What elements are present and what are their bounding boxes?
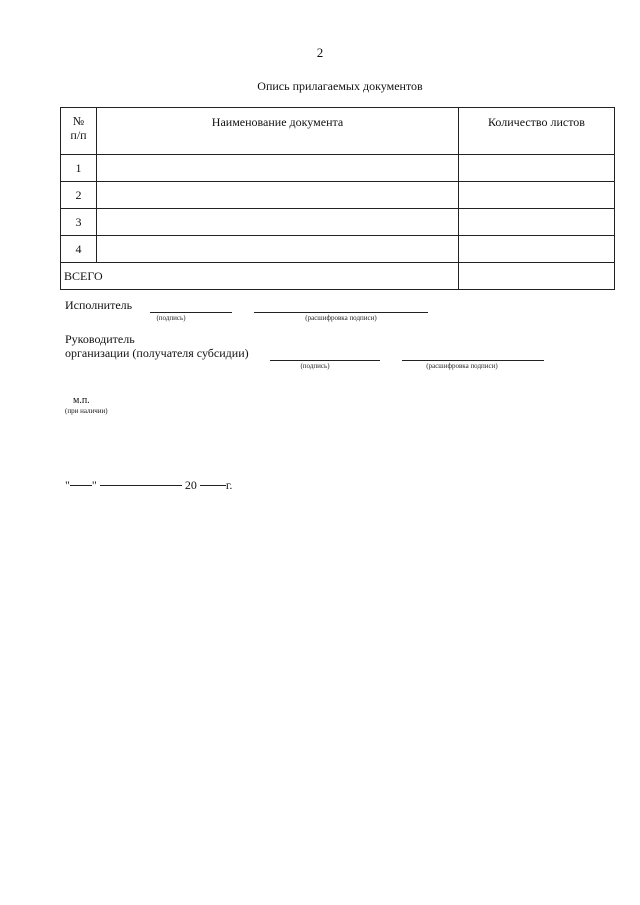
row-number: 3 — [61, 209, 97, 236]
executor-label: Исполнитель — [65, 298, 133, 312]
date-year-suffix: г. — [225, 478, 233, 492]
row-sheet-count[interactable] — [459, 182, 615, 209]
date-quote-close: " — [91, 478, 97, 492]
row-sheet-count[interactable] — [459, 209, 615, 236]
page-number: 2 — [316, 45, 324, 60]
table-row — [61, 236, 615, 263]
head-decryption-caption: (расшифровка подписи) — [426, 362, 498, 370]
header-sheet-count: Количество листов — [459, 108, 615, 155]
head-decryption-line[interactable] — [402, 360, 544, 361]
head-label-line1: Руководитель — [65, 332, 135, 346]
date-line — [65, 478, 232, 493]
header-number-line2: п/п — [70, 128, 87, 142]
date-day-line[interactable] — [70, 485, 92, 486]
table-total-row — [61, 263, 615, 290]
table-row — [61, 209, 615, 236]
executor-decryption-caption: (расшифровка подписи) — [305, 314, 377, 322]
row-document-name[interactable] — [97, 155, 459, 182]
row-sheet-count[interactable] — [459, 155, 615, 182]
stamp-note: (при наличии) — [65, 407, 108, 415]
stamp-label: м.п. — [73, 395, 90, 406]
header-number — [61, 108, 97, 155]
date-year-prefix: 20 — [184, 478, 197, 492]
header-document-name: Наименование документа — [97, 108, 459, 155]
row-sheet-count[interactable] — [459, 236, 615, 263]
row-number: 2 — [61, 182, 97, 209]
executor-decryption-line[interactable] — [254, 312, 428, 313]
executor-signature-line[interactable] — [150, 312, 232, 313]
row-number: 1 — [61, 155, 97, 182]
executor-signature-caption: (подпись) — [156, 314, 186, 322]
total-value[interactable] — [459, 263, 615, 290]
row-document-name[interactable] — [97, 182, 459, 209]
head-signature-caption: (подпись) — [300, 362, 330, 370]
head-label-line2: организации (получателя субсидии) — [65, 346, 249, 360]
row-document-name[interactable] — [97, 236, 459, 263]
table-header-row — [61, 108, 615, 155]
date-year-line[interactable] — [200, 485, 226, 486]
header-number-line1: № — [72, 114, 85, 128]
table-row — [61, 182, 615, 209]
documents-table — [60, 107, 615, 290]
date-quote-open: " — [65, 478, 70, 492]
table-row — [61, 155, 615, 182]
row-number: 4 — [61, 236, 97, 263]
row-document-name[interactable] — [97, 209, 459, 236]
document-title: Опись прилагаемых документов — [257, 79, 423, 93]
date-month-line[interactable] — [100, 485, 182, 486]
total-label: ВСЕГО — [61, 263, 459, 290]
head-signature-line[interactable] — [270, 360, 380, 361]
